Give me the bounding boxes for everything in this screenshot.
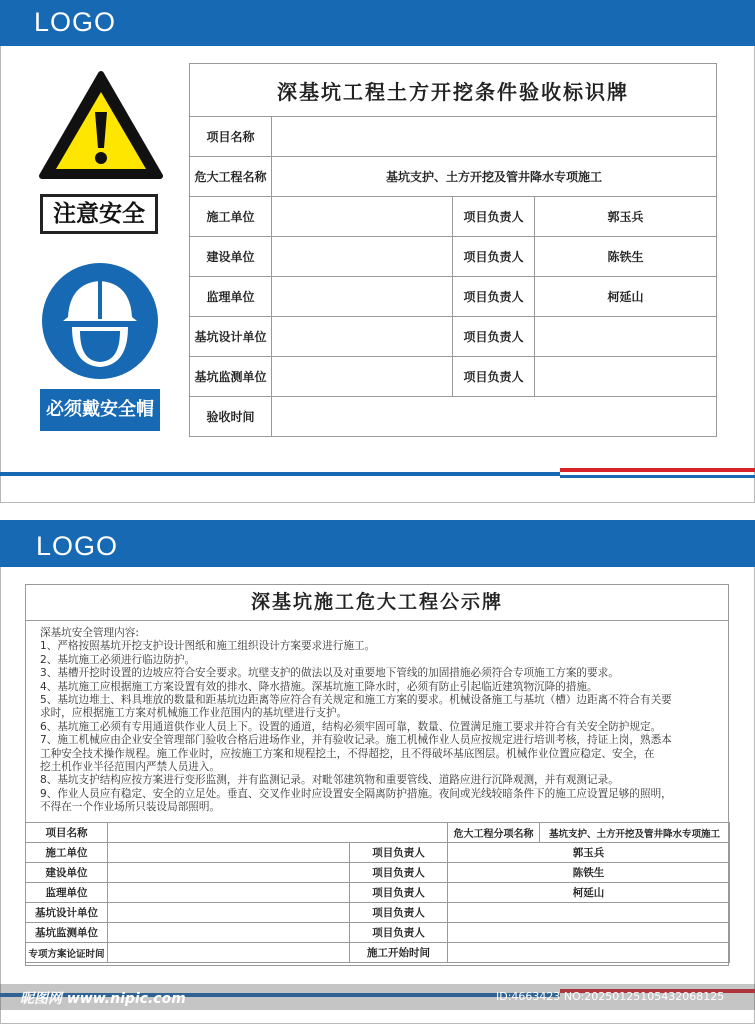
row-value — [272, 277, 453, 317]
row-sub-value: 郭玉兵 — [448, 843, 730, 863]
helmet-mandatory-icon — [40, 261, 160, 381]
row-sub-label: 项目负责人 — [453, 237, 535, 277]
notice-line: 工种安全技术操作规程。施工作业时，应按施工方案和规程挖土，不得超挖，且不得破坏基底图层。机械作业位置应稳定、安全，在 — [40, 747, 655, 760]
notice-line: 8、基坑支护结构应按方案进行变形监测，并有监测记录。对毗邻建筑物和重要管线、道路应进行沉降观测，并有观测记录。 — [40, 774, 619, 787]
row-sub-label: 项目负责人 — [350, 883, 448, 903]
table-row — [26, 943, 730, 963]
helmet-sign-label: 必须戴安全帽 — [40, 389, 160, 431]
row-sub-value: 陈铁生 — [448, 863, 730, 883]
table-row — [190, 317, 717, 357]
row-label: 项目名称 — [190, 117, 272, 157]
table-row — [26, 843, 730, 863]
table-row — [26, 863, 730, 883]
row-sub-label: 施工开始时间 — [350, 943, 448, 963]
table-row — [190, 157, 717, 197]
row-value — [108, 843, 350, 863]
row-value — [272, 397, 717, 437]
row-value — [108, 943, 350, 963]
row-value — [272, 197, 453, 237]
board-1-info-table — [189, 63, 717, 437]
notice-line: 9、作业人员应有稳定、安全的立足处。垂直、交叉作业时应设置安全隔离防护措施。夜间或光线较暗条件下的施工应设置足够的照明， — [40, 787, 672, 800]
row-sub-label: 项目负责人 — [350, 843, 448, 863]
row-sub-label: 项目负责人 — [453, 317, 535, 357]
notice-line: 5、基坑边堆土、料具堆放的数量和距基坑边距离等应符合有关规定和施工方案的要求。机械设备施工与基坑（槽）边距离不符合有关要 — [40, 694, 672, 707]
watermark-site: 昵图网 www.nipic.com — [20, 991, 186, 1007]
notice-line: 2、基坑施工必须进行临边防护。 — [40, 653, 196, 666]
board-1-stripe-blue-right — [560, 475, 755, 478]
row-value — [272, 317, 453, 357]
row-value — [272, 357, 453, 397]
row-label: 基坑监测单位 — [26, 923, 108, 943]
row-label: 基坑监测单位 — [190, 357, 272, 397]
warning-triangle-icon — [38, 70, 164, 182]
board-1-logo: LOGO — [34, 7, 117, 37]
row-sub-label: 危大工程分项名称 — [448, 823, 540, 843]
row-value — [108, 863, 350, 883]
row-sub-value: 郭玉兵 — [535, 197, 717, 237]
notice-line: 不得在一个作业场所只装设局部照明。 — [40, 801, 221, 814]
row-label: 基坑设计单位 — [26, 903, 108, 923]
row-value — [108, 903, 350, 923]
notice-line: 7、施工机械应由企业安全管理部门验收合格后进场作业，并有验收记录。施工机械作业人员应按规定进行培训考核，持证上岗，熟悉本 — [40, 734, 672, 747]
table-row — [26, 823, 730, 843]
row-label: 施工单位 — [190, 197, 272, 237]
row-sub-label: 项目负责人 — [453, 357, 535, 397]
board-2-title-divider — [26, 620, 728, 621]
row-value — [108, 823, 448, 843]
board-1-stripe-red — [560, 468, 755, 472]
row-value — [108, 923, 350, 943]
board-2-header — [0, 520, 755, 567]
notice-block — [40, 627, 724, 815]
board-2-logo: LOGO — [36, 531, 119, 561]
row-label: 基坑设计单位 — [190, 317, 272, 357]
row-value — [272, 117, 717, 157]
table-row — [26, 883, 730, 903]
row-value — [108, 883, 350, 903]
table-row — [190, 397, 717, 437]
table-row — [190, 197, 717, 237]
row-sub-label: 项目负责人 — [453, 197, 535, 237]
table-row — [190, 357, 717, 397]
row-sub-label: 项目负责人 — [350, 923, 448, 943]
notice-line: 求时，应根据施工方案对机械施工作业范围内的基坑壁进行支护。 — [40, 707, 348, 720]
watermark-id: ID:4663423 NO:20250125105432068125 — [496, 990, 725, 1003]
board-2-info-table — [25, 822, 730, 963]
row-label: 建设单位 — [190, 237, 272, 277]
row-label: 危大工程名称 — [190, 157, 272, 197]
board-1-header — [0, 0, 755, 46]
notice-heading: 深基坑安全管理内容: — [40, 627, 139, 639]
row-sub-value: 柯延山 — [448, 883, 730, 903]
board-2-title: 深基坑施工危大工程公示牌 — [250, 591, 503, 613]
board-1-stripe-blue — [0, 472, 560, 476]
row-sub-value — [535, 317, 717, 357]
row-label: 建设单位 — [26, 863, 108, 883]
row-label: 监理单位 — [190, 277, 272, 317]
notice-line: 挖土机作业半径范围内严禁人员进入。 — [40, 761, 221, 774]
row-sub-label: 项目负责人 — [350, 903, 448, 923]
notice-line: 1、严格按照基坑开挖支护设计图纸和施工组织设计方案要求进行施工。 — [40, 640, 376, 653]
notice-line: 6、基坑施工必须有专用通道供作业人员上下。设置的通道，结构必须牢固可靠，数量、位置满足施工要求并符合有关安全防护规定。 — [40, 720, 662, 733]
row-sub-value — [448, 903, 730, 923]
row-sub-value — [448, 943, 730, 963]
table-row — [26, 903, 730, 923]
row-value: 基坑支护、土方开挖及管井降水专项施工 — [272, 157, 717, 197]
notice-line: 3、基槽开挖时设置的边坡应符合安全要求。坑壁支护的做法以及对重要地下管线的加固措施必须符合专项施工方案的要求。 — [40, 667, 619, 680]
board-1-title: 深基坑工程土方开挖条件验收标识牌 — [190, 64, 717, 117]
row-sub-label: 项目负责人 — [453, 277, 535, 317]
row-sub-value: 陈铁生 — [535, 237, 717, 277]
row-label: 专项方案论证时间 — [26, 943, 108, 963]
row-sub-value — [448, 923, 730, 943]
row-value — [272, 237, 453, 277]
notice-line: 4、基坑施工应根据施工方案设置有效的排水、降水措施。深基坑施工降水时，必须有防止引起临近建筑物沉降的措施。 — [40, 680, 598, 693]
table-row — [190, 237, 717, 277]
caution-sign-label: 注意安全 — [40, 194, 158, 234]
row-label: 验收时间 — [190, 397, 272, 437]
row-sub-value: 柯延山 — [535, 277, 717, 317]
row-sub-value — [535, 357, 717, 397]
row-label: 项目名称 — [26, 823, 108, 843]
row-label: 监理单位 — [26, 883, 108, 903]
row-label: 施工单位 — [26, 843, 108, 863]
row-sub-value: 基坑支护、土方开挖及管井降水专项施工 — [540, 823, 730, 843]
row-sub-label: 项目负责人 — [350, 863, 448, 883]
table-row — [190, 117, 717, 157]
table-row — [190, 277, 717, 317]
table-row — [26, 923, 730, 943]
